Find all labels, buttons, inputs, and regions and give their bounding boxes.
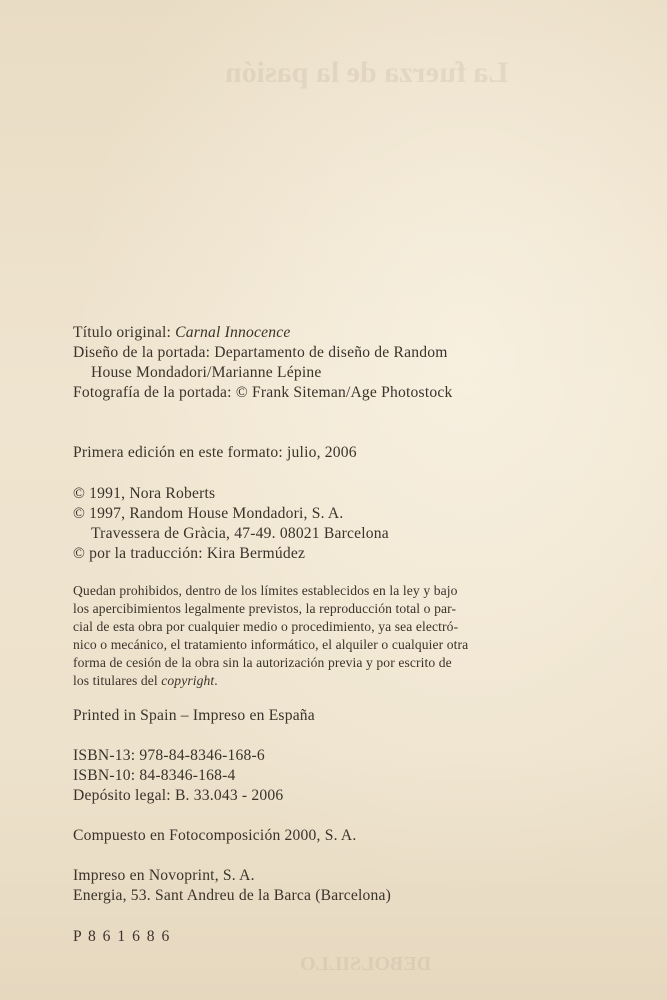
copyright-line-1: © 1991, Nora Roberts: [73, 485, 216, 502]
deposito-legal: Depósito legal: B. 33.043 - 2006: [73, 787, 284, 804]
bleed-through-title: La fuerza de la pasión: [225, 56, 509, 89]
printed-line: Printed in Spain – Impreso en España: [73, 707, 315, 724]
original-title-label: Título original:: [73, 324, 176, 341]
notice-line-3: cial de esta obra por cualquier medio o procedimiento, ya sea electró-: [73, 619, 459, 634]
composed-line: Compuesto en Fotocomposición 2000, S. A.: [73, 827, 357, 844]
printer-line-2: Energia, 53. Sant Andreu de la Barca (Barcelona): [73, 887, 392, 904]
copyright-line-3: Travessera de Gràcia, 47-49. 08021 Barcelona: [91, 525, 389, 542]
edition-line: Primera edición en este formato: julio, 2006: [73, 444, 357, 461]
notice-copyright-word: copyright: [161, 673, 215, 688]
notice-line-2: los apercibimientos legalmente previstos, la reproducción total o par-: [73, 601, 457, 616]
original-title: Carnal Innocence: [175, 324, 291, 341]
copyright-line-4: © por la traducción: Kira Bermúdez: [73, 545, 306, 562]
cover-photo-line: Fotografía de la portada: © Frank Siteman/Age Photostock: [73, 384, 453, 401]
bleed-through-logo: DEBOLSILLO: [300, 953, 432, 975]
print-code: P 8 6 1 6 8 6: [73, 928, 171, 945]
cover-design-line-1: Diseño de la portada: Departamento de diseño de Random: [73, 344, 448, 361]
copyright-line-2: © 1997, Random House Mondadori, S. A.: [73, 505, 344, 522]
notice-line-6: [73, 673, 218, 689]
isbn-10: ISBN-10: 84-8346-168-4: [73, 767, 236, 784]
cover-design-line-2: House Mondadori/Marianne Lépine: [91, 364, 322, 381]
printer-line-1: Impreso en Novoprint, S. A.: [73, 867, 255, 884]
notice-line-5: forma de cesión de la obra sin la autorización previa y por escrito de: [73, 655, 452, 670]
isbn-13: ISBN-13: 978-84-8346-168-6: [73, 747, 265, 764]
notice-line-4: nico o mecánico, el tratamiento informático, el alquiler o cualquier otra: [73, 637, 469, 652]
notice-line-6-text: los titulares del: [73, 673, 162, 688]
original-title-line: [73, 324, 291, 342]
notice-line-1: Quedan prohibidos, dentro de los límites establecidos en la ley y bajo: [73, 583, 458, 598]
notice-period: .: [214, 673, 218, 688]
